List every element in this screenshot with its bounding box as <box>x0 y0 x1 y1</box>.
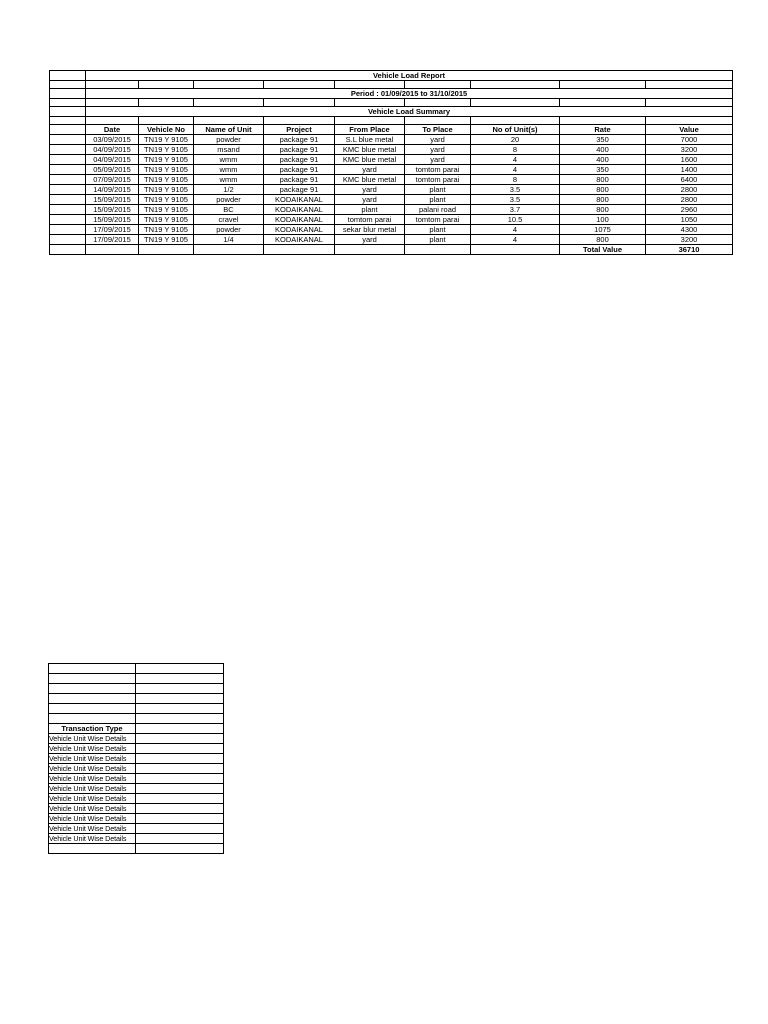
table-row <box>50 215 733 225</box>
blank-cell <box>50 99 86 107</box>
blank-cell <box>136 754 224 764</box>
blank-cell <box>335 99 405 107</box>
table-cell: 04/09/2015 <box>86 155 139 165</box>
blank-cell <box>136 764 224 774</box>
report-period: Period : 01/09/2015 to 31/10/2015 <box>86 89 733 99</box>
table-cell: TN19 Y 9105 <box>139 145 194 155</box>
list-item <box>49 744 224 754</box>
transaction-type-cell: Vehicle Unit Wise Details <box>49 784 136 794</box>
table-cell: 400 <box>560 145 646 155</box>
report-title: Vehicle Load Report <box>86 71 733 81</box>
blank-cell <box>136 704 224 714</box>
table-row <box>50 225 733 235</box>
table-cell: KMC blue metal <box>335 175 405 185</box>
table-cell: 800 <box>560 175 646 185</box>
blank-cell <box>136 784 224 794</box>
blank-cell <box>471 81 560 89</box>
table-cell: 4 <box>471 225 560 235</box>
table-cell: package 91 <box>264 185 335 195</box>
summary-title: Vehicle Load Summary <box>86 107 733 117</box>
table-cell: 04/09/2015 <box>86 145 139 155</box>
blank-cell <box>136 814 224 824</box>
blank-cell <box>136 804 224 814</box>
table-cell: package 91 <box>264 175 335 185</box>
blank-cell <box>646 117 733 125</box>
table-cell: KMC blue metal <box>335 145 405 155</box>
table-cell: BC <box>194 205 264 215</box>
blank-cell <box>50 71 86 81</box>
blank-cell <box>646 99 733 107</box>
table-cell: TN19 Y 9105 <box>139 165 194 175</box>
blank-cell <box>405 245 471 255</box>
list-item <box>49 754 224 764</box>
table-cell: 2800 <box>646 195 733 205</box>
list-item <box>49 794 224 804</box>
table-cell: yard <box>405 145 471 155</box>
table-cell: 1050 <box>646 215 733 225</box>
table-cell: 17/09/2015 <box>86 225 139 235</box>
list-item <box>49 774 224 784</box>
blank-cell <box>264 99 335 107</box>
blank-cell <box>136 834 224 844</box>
table-cell: 800 <box>560 195 646 205</box>
blank-cell <box>335 245 405 255</box>
blank-cell <box>136 824 224 834</box>
table-cell: 10.5 <box>471 215 560 225</box>
table-row <box>50 205 733 215</box>
column-header: From Place <box>335 125 405 135</box>
table-cell: package 91 <box>264 165 335 175</box>
table-row <box>50 235 733 245</box>
table-cell: 15/09/2015 <box>86 205 139 215</box>
blank-cell <box>49 714 136 724</box>
table-cell: 400 <box>560 155 646 165</box>
table-cell: package 91 <box>264 135 335 145</box>
table-cell: plant <box>335 205 405 215</box>
blank-cell <box>50 205 86 215</box>
table-cell: 350 <box>560 135 646 145</box>
table-cell: TN19 Y 9105 <box>139 195 194 205</box>
blank-cell <box>264 245 335 255</box>
table-cell: 6400 <box>646 175 733 185</box>
blank-cell <box>136 694 224 704</box>
table-cell: 350 <box>560 165 646 175</box>
list-item <box>49 834 224 844</box>
blank-cell <box>136 664 224 674</box>
total-row <box>50 245 733 255</box>
transaction-type-table <box>48 663 224 854</box>
blank-cell <box>50 215 86 225</box>
list-item <box>49 814 224 824</box>
blank-cell <box>194 117 264 125</box>
table-cell: 1400 <box>646 165 733 175</box>
table-cell: TN19 Y 9105 <box>139 155 194 165</box>
blank-cell <box>50 145 86 155</box>
table-cell: yard <box>335 235 405 245</box>
table-cell: 1600 <box>646 155 733 165</box>
blank-cell <box>136 734 224 744</box>
list-item <box>49 784 224 794</box>
transaction-type-cell: Vehicle Unit Wise Details <box>49 804 136 814</box>
table-cell: yard <box>405 135 471 145</box>
list-item <box>49 734 224 744</box>
table-cell: 14/09/2015 <box>86 185 139 195</box>
table-cell: 3.5 <box>471 195 560 205</box>
table-cell: 2800 <box>646 185 733 195</box>
blank-cell <box>136 744 224 754</box>
table-cell: plant <box>405 235 471 245</box>
table-cell: powder <box>194 195 264 205</box>
total-value: 36710 <box>646 245 733 255</box>
transaction-type-cell: Vehicle Unit Wise Details <box>49 764 136 774</box>
blank-cell <box>50 175 86 185</box>
table-cell: 800 <box>560 205 646 215</box>
table-cell: plant <box>405 225 471 235</box>
table-cell: TN19 Y 9105 <box>139 205 194 215</box>
table-cell: 800 <box>560 185 646 195</box>
transaction-type-cell: Vehicle Unit Wise Details <box>49 744 136 754</box>
blank-cell <box>136 794 224 804</box>
table-cell: palani road <box>405 205 471 215</box>
blank-cell <box>560 117 646 125</box>
column-header: Vehicle No <box>139 125 194 135</box>
table-cell: KODAIKANAL <box>264 215 335 225</box>
table-cell: TN19 Y 9105 <box>139 215 194 225</box>
table-cell: tomtom parai <box>405 165 471 175</box>
blank-cell <box>335 81 405 89</box>
table-cell: 4300 <box>646 225 733 235</box>
transaction-type-cell: Vehicle Unit Wise Details <box>49 814 136 824</box>
blank-cell <box>49 674 136 684</box>
table-cell: 15/09/2015 <box>86 215 139 225</box>
blank-cell <box>471 117 560 125</box>
table-row <box>50 175 733 185</box>
blank-cell <box>50 235 86 245</box>
table-cell: 8 <box>471 175 560 185</box>
list-item <box>49 824 224 834</box>
blank-cell <box>136 684 224 694</box>
column-header: Rate <box>560 125 646 135</box>
table-cell: plant <box>405 185 471 195</box>
list-item <box>49 764 224 774</box>
table-cell: TN19 Y 9105 <box>139 225 194 235</box>
blank-cell <box>49 664 136 674</box>
column-header: Date <box>86 125 139 135</box>
blank-cell <box>264 81 335 89</box>
blank-cell <box>646 81 733 89</box>
table-cell: 1/4 <box>194 235 264 245</box>
blank-cell <box>405 81 471 89</box>
column-header: No of Unit(s) <box>471 125 560 135</box>
blank-cell <box>86 245 139 255</box>
table-cell: 3.5 <box>471 185 560 195</box>
table-cell: 2960 <box>646 205 733 215</box>
column-header: Name of Unit <box>194 125 264 135</box>
table-row <box>50 135 733 145</box>
column-header: To Place <box>405 125 471 135</box>
list-item <box>49 804 224 814</box>
table-cell: KODAIKANAL <box>264 225 335 235</box>
table-cell: KODAIKANAL <box>264 235 335 245</box>
table-row <box>50 165 733 175</box>
blank-cell <box>139 245 194 255</box>
blank-cell <box>264 117 335 125</box>
transaction-type-cell: Vehicle Unit Wise Details <box>49 754 136 764</box>
table-cell: yard <box>405 155 471 165</box>
table-cell: 1075 <box>560 225 646 235</box>
blank-cell <box>49 844 136 854</box>
table-cell: KMC blue metal <box>335 155 405 165</box>
total-label: Total Value <box>560 245 646 255</box>
table-cell: 3200 <box>646 145 733 155</box>
table-cell: package 91 <box>264 145 335 155</box>
table-cell: yard <box>335 165 405 175</box>
table-cell: tomtom parai <box>405 175 471 185</box>
column-header: Project <box>264 125 335 135</box>
table-cell: plant <box>405 195 471 205</box>
blank-cell <box>50 117 86 125</box>
blank-cell <box>50 165 86 175</box>
blank-cell <box>194 245 264 255</box>
blank-cell <box>136 844 224 854</box>
table-cell: msand <box>194 145 264 155</box>
table-row <box>50 195 733 205</box>
blank-cell <box>194 99 264 107</box>
vehicle-load-report-table <box>49 70 733 255</box>
blank-cell <box>49 704 136 714</box>
blank-cell <box>50 107 86 117</box>
blank-cell <box>405 117 471 125</box>
transaction-type-cell: Vehicle Unit Wise Details <box>49 794 136 804</box>
table-cell: yard <box>335 195 405 205</box>
table-cell: wmm <box>194 165 264 175</box>
table-cell: 800 <box>560 235 646 245</box>
blank-cell <box>560 81 646 89</box>
blank-cell <box>139 117 194 125</box>
table-cell: wmm <box>194 155 264 165</box>
table-cell: 05/09/2015 <box>86 165 139 175</box>
table-cell: KODAIKANAL <box>264 205 335 215</box>
blank-cell <box>86 81 139 89</box>
table-cell: TN19 Y 9105 <box>139 235 194 245</box>
table-cell: TN19 Y 9105 <box>139 175 194 185</box>
blank-cell <box>136 674 224 684</box>
table-cell: wmm <box>194 175 264 185</box>
blank-cell <box>194 81 264 89</box>
table-cell: KODAIKANAL <box>264 195 335 205</box>
blank-cell <box>139 81 194 89</box>
table-cell: 20 <box>471 135 560 145</box>
column-header: Value <box>646 125 733 135</box>
table-cell: 1/2 <box>194 185 264 195</box>
table-cell: 3200 <box>646 235 733 245</box>
blank-cell <box>50 135 86 145</box>
table-cell: 100 <box>560 215 646 225</box>
transaction-type-cell: Vehicle Unit Wise Details <box>49 834 136 844</box>
table-cell: TN19 Y 9105 <box>139 135 194 145</box>
table-cell: powder <box>194 225 264 235</box>
column-header-row <box>50 125 733 135</box>
blank-cell <box>136 774 224 784</box>
blank-cell <box>50 185 86 195</box>
blank-cell <box>471 245 560 255</box>
table-cell: 03/09/2015 <box>86 135 139 145</box>
table-cell: sekar blur metal <box>335 225 405 235</box>
blank-cell <box>471 99 560 107</box>
table-cell: 17/09/2015 <box>86 235 139 245</box>
blank-cell <box>50 155 86 165</box>
table-row <box>50 145 733 155</box>
blank-cell <box>86 99 139 107</box>
table-cell: 15/09/2015 <box>86 195 139 205</box>
transaction-type-header: Transaction Type <box>49 724 136 734</box>
table-cell: TN19 Y 9105 <box>139 185 194 195</box>
table-cell: yard <box>335 185 405 195</box>
table-cell: tomtom parai <box>335 215 405 225</box>
blank-cell <box>139 99 194 107</box>
table-cell: 4 <box>471 165 560 175</box>
table-cell: package 91 <box>264 155 335 165</box>
blank-cell <box>335 117 405 125</box>
table-cell: 4 <box>471 155 560 165</box>
blank-cell <box>50 245 86 255</box>
table-row <box>50 155 733 165</box>
blank-cell <box>50 195 86 205</box>
table-cell: S.L blue metal <box>335 135 405 145</box>
table-cell: 4 <box>471 235 560 245</box>
blank-cell <box>50 81 86 89</box>
blank-cell <box>50 125 86 135</box>
table-cell: 07/09/2015 <box>86 175 139 185</box>
blank-cell <box>136 724 224 734</box>
table-row <box>50 185 733 195</box>
table-cell: 7000 <box>646 135 733 145</box>
table-cell: powder <box>194 135 264 145</box>
blank-cell <box>50 89 86 99</box>
table-cell: 3.7 <box>471 205 560 215</box>
blank-cell <box>49 694 136 704</box>
blank-cell <box>50 225 86 235</box>
blank-cell <box>560 99 646 107</box>
blank-cell <box>49 684 136 694</box>
blank-cell <box>136 714 224 724</box>
transaction-type-cell: Vehicle Unit Wise Details <box>49 774 136 784</box>
table-cell: cravel <box>194 215 264 225</box>
transaction-type-cell: Vehicle Unit Wise Details <box>49 824 136 834</box>
table-cell: tomtom parai <box>405 215 471 225</box>
transaction-type-cell: Vehicle Unit Wise Details <box>49 734 136 744</box>
table-cell: 8 <box>471 145 560 155</box>
blank-cell <box>405 99 471 107</box>
blank-cell <box>86 117 139 125</box>
